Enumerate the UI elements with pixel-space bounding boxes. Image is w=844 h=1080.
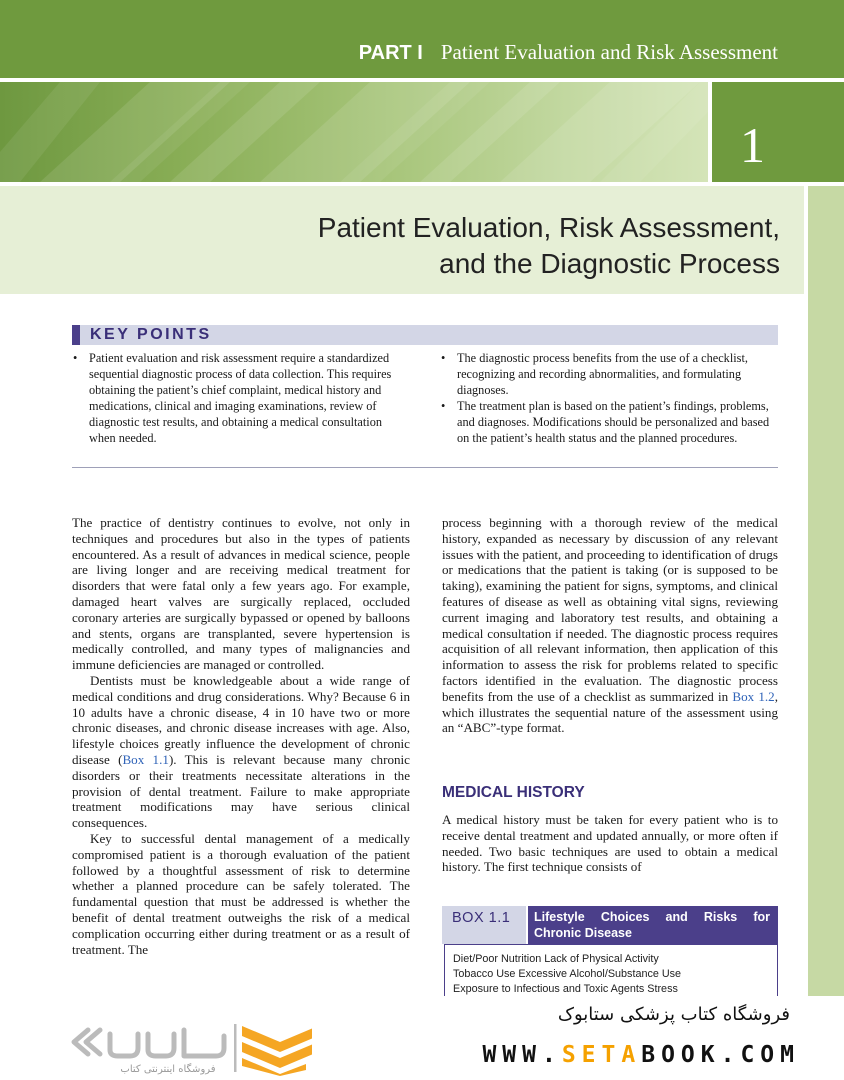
key-point: • The diagnostic process benefits from the use of a checklist, recognizing and recording abnormalities, and formulating diagnoses.: [440, 350, 780, 398]
paragraph: The practice of dentistry continues to evolve, not only in techniques and procedures but also in the types of patients encountered. As a result of advances in medical science, people are living longer and are receiving medical treatment for disorders that were fatal only a few years ago. For example, damaged heart valves are surgically replaced, occluded coronary arteries are surgically bypassed or opened by balloons and stents, organs are transplanted, severe hypertension is medically controlled, and many types of malignancies and immune deficiencies are managed or controlled.: [72, 515, 410, 673]
key-point: • Patient evaluation and risk assessment require a standardized sequential diagnostic process of data collection. This requires obtaining the patient’s chief complaint, medical history and medications, clinical and imaging examinations, review of diagnostic test results, and obtaining a medical consultation when needed.: [72, 350, 400, 446]
key-points-heading: KEY POINTS: [90, 326, 212, 343]
key-points-accent: [72, 325, 80, 345]
paragraph: A medical history must be taken for every patient who is to receive dental treatment and updated annually, or more often if needed. Two basic techniques are used to obtain a medical history. The first technique consists of: [442, 812, 778, 875]
chapter-number: 1: [740, 117, 765, 173]
body-column-left: [72, 515, 410, 996]
box-title-line1: Lifestyle Choices and Risks for: [534, 910, 770, 924]
logo-caption: فروشگاه اینترنتی کتاب: [120, 1064, 216, 1075]
part-title: Patient Evaluation and Risk Assessment: [440, 40, 778, 64]
box-title-line2: Chronic Disease: [534, 926, 632, 940]
box-title: [528, 906, 778, 944]
box-1-1-link[interactable]: Box 1.1: [122, 751, 169, 767]
key-points-divider: [72, 467, 778, 468]
box-row: Tobacco Use Excessive Alcohol/Substance Use: [453, 968, 682, 980]
box-label: BOX 1.1: [442, 906, 526, 944]
part-header-bar: [0, 0, 844, 78]
chapter-banner: [0, 82, 708, 182]
chapter-title-area: [0, 186, 804, 294]
part-label: PART I: [358, 42, 423, 64]
body-column-right-lower: [442, 812, 778, 875]
chapter-title-line1: Patient Evaluation, Risk Assessment,: [317, 212, 780, 243]
banner-stripes: [0, 82, 708, 182]
paragraph: Key to successful dental management of a medically compromised patient is a thorough evaluation of the patient followed by a thoughtful assessment of risk to determine whether a planned procedure can be safely tolerated. The fundamental question that must be addressed is whether the benefit of dental treatment outweighs the risk of a medical complication occurring either during treatment or as a result of treatment. The: [72, 830, 410, 957]
body-column-right: [442, 515, 778, 736]
box-row: Exposure to Infectious and Toxic Agents Stress: [453, 983, 678, 995]
box-row: Diet/Poor Nutrition Lack of Physical Activity: [453, 953, 659, 965]
store-name: فروشگاه کتاب پزشکی ستابوک: [557, 1004, 790, 1025]
key-points-header: [72, 325, 778, 345]
part-header: [359, 40, 778, 65]
key-point: • The treatment plan is based on the patient’s findings, problems, and diagnoses. Modifications should be personalized and based on the patient’s health status and the planned procedures.: [440, 398, 780, 446]
box-1-1-header: [442, 906, 778, 944]
paragraph: Dentists must be knowledgeable about a wide range of medical conditions and drug considerations. Why? Because 6 in 10 adults have a chronic disease, 4 in 10 have two or more chronic diseases, and chronic disease increases with age. Also, lifestyle choices greatly influence the development of chronic disease (Box 1.1). This is relevant because many chronic disorders or their treatments necessitate alterations in the provision of dental treatment. Failure to make appropriate treatment modifications may have serious clinical consequences.: [72, 672, 410, 831]
store-url[interactable]: WWW.SETABOOK.COM: [482, 1042, 800, 1068]
key-points-right: [440, 350, 780, 446]
paragraph: process beginning with a thorough review of the medical history, expanded as necessary by discussion of any relevant issues with the patient, and proceeding to identification of drugs or medications that the patient is taking (or is supposed to be taking), examining the patient for signs, symptoms, and clinical features of disease as well as obtaining vital signs, reviewing current imaging and laboratory test results, and obtaining a medical consultation if needed. The diagnostic process requires acquisition of all relevant information, then application of this information to assess the risk for problems related to specific factors identified in the evaluation. The diagnostic process benefits from the use of a checklist as summarized in Box 1.2, which illustrates the sequential nature of the assessment using an “ABC”-type format.: [442, 515, 779, 736]
side-strip: [808, 186, 844, 996]
section-heading: MEDICAL HISTORY: [442, 784, 585, 801]
setabook-logo: [66, 1020, 312, 1076]
box-1-2-link[interactable]: Box 1.2: [732, 688, 775, 704]
chapter-number-box: [712, 82, 844, 182]
chapter-title: [318, 210, 780, 282]
box-1-1-content: [444, 944, 778, 998]
key-points-left: [72, 350, 400, 446]
chapter-title-line2: and the Diagnostic Process: [439, 248, 780, 279]
